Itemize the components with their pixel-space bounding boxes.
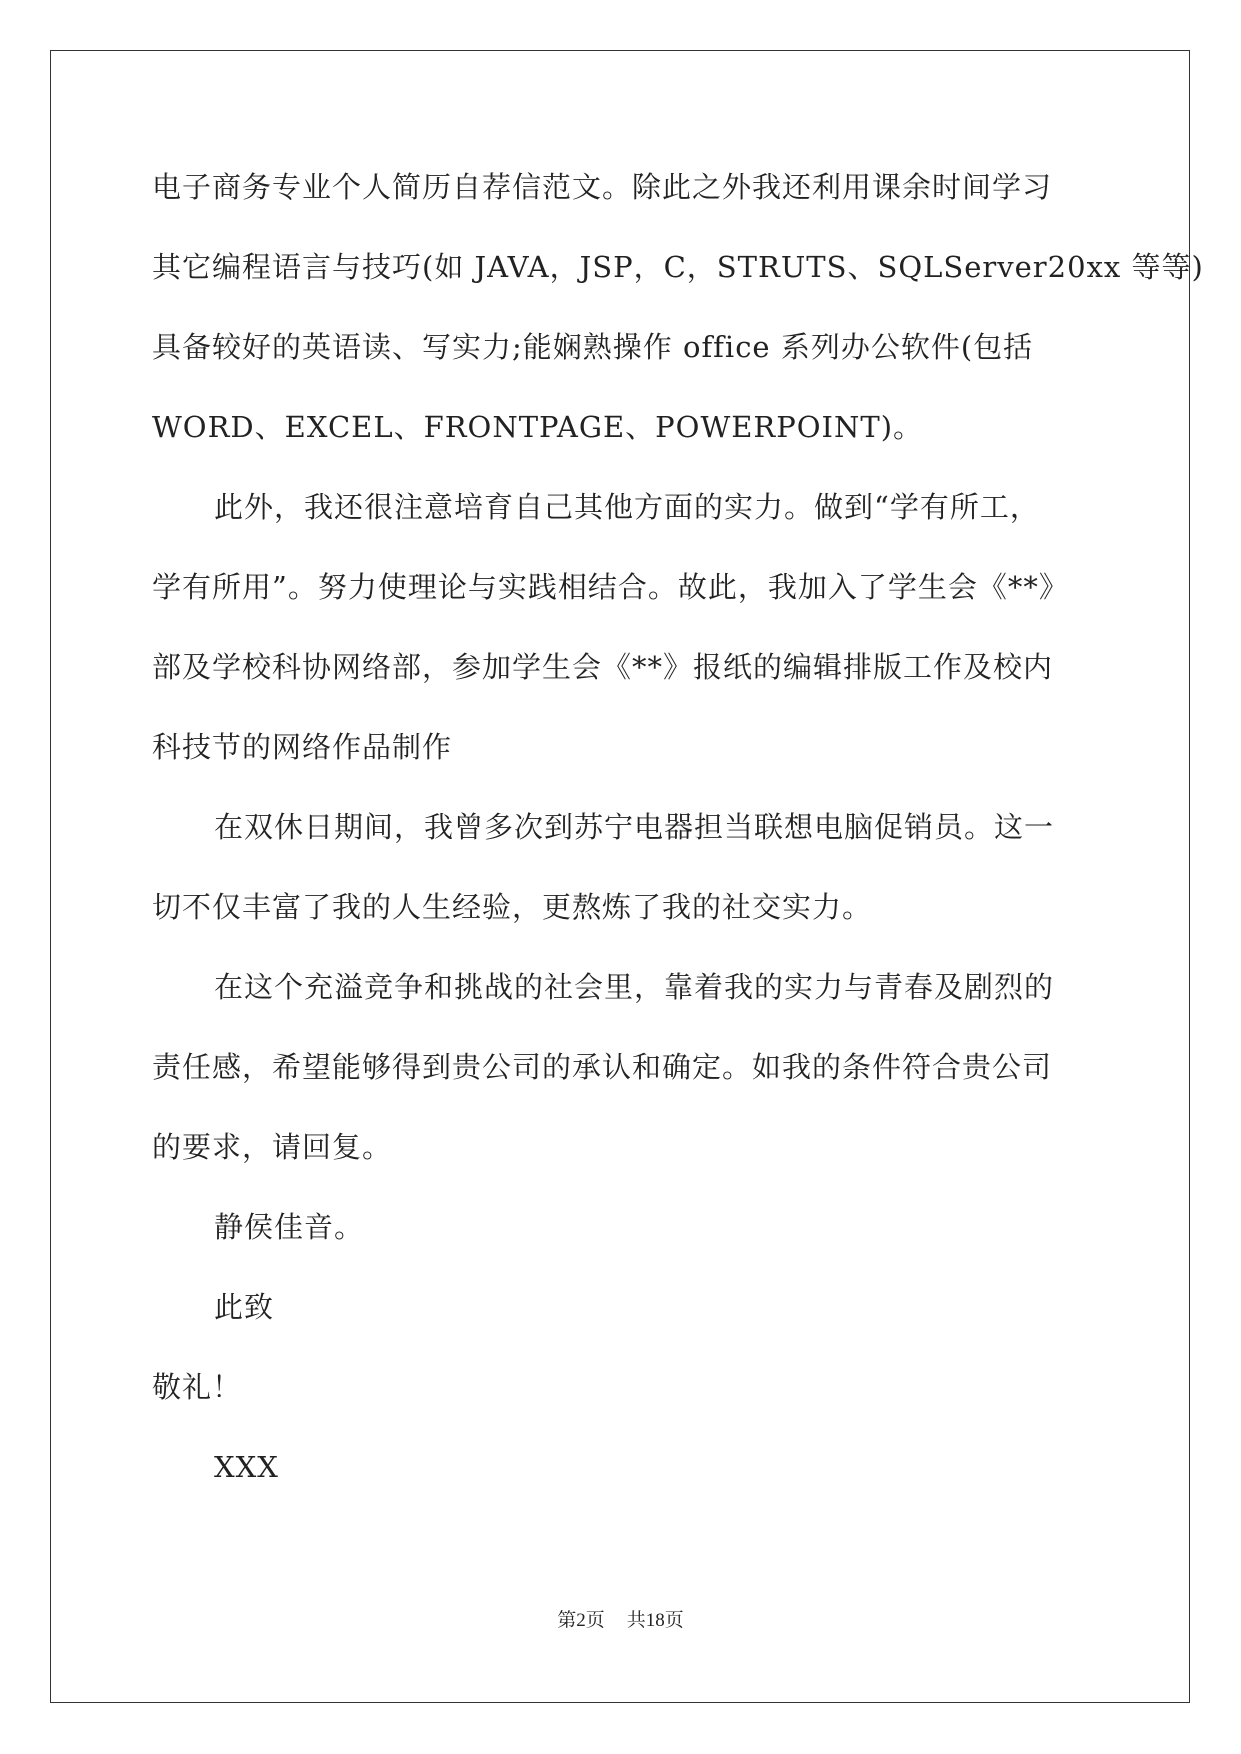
text-line: 具备较好的英语读、写实力;能娴熟操作 office 系列办公软件(包括 (152, 330, 1034, 364)
paragraph-first-line: 在双休日期间，我曾多次到苏宁电器担当联想电脑促销员。这一 (214, 810, 1055, 844)
text-line: 部及学校科协网络部，参加学生会《**》报纸的编辑排版工作及校内 (152, 650, 1054, 684)
text-line: 责任感，希望能够得到贵公司的承认和确定。如我的条件符合贵公司 (152, 1050, 1053, 1084)
text-line: 的要求，请回复。 (152, 1130, 393, 1164)
page-footer (0, 1609, 1241, 1633)
closing-line: 静侯佳音。 (214, 1210, 365, 1244)
text-line: 其它编程语言与技巧(如 JAVA，JSP，C，STRUTS、SQLServer20xx 等等) (152, 250, 1204, 284)
salutation-line: 敬礼！ (152, 1370, 243, 1404)
text-line: 科技节的网络作品制作 (152, 730, 453, 764)
salutation-line: 此致 (214, 1290, 275, 1324)
signature-line: XXX (214, 1450, 279, 1484)
paragraph-first-line: 在这个充溢竞争和挑战的社会里，靠着我的实力与青春及剧烈的 (214, 970, 1055, 1004)
text-line: 电子商务专业个人简历自荐信范文。除此之外我还利用课余时间学习 (152, 170, 1053, 204)
text-line: WORD、EXCEL、FRONTPAGE、POWERPOINT)。 (152, 410, 924, 444)
page-number: 第2页 (557, 1610, 605, 1631)
text-line: 切不仅丰富了我的人生经验，更熬炼了我的社交实力。 (152, 890, 873, 924)
text-line: 学有所用”。努力使理论与实践相结合。故此，我加入了学生会《**》 (152, 570, 1069, 604)
page-total: 共18页 (626, 1610, 684, 1631)
paragraph-first-line: 此外，我还很注意培育自己其他方面的实力。做到“学有所工， (214, 490, 1040, 524)
